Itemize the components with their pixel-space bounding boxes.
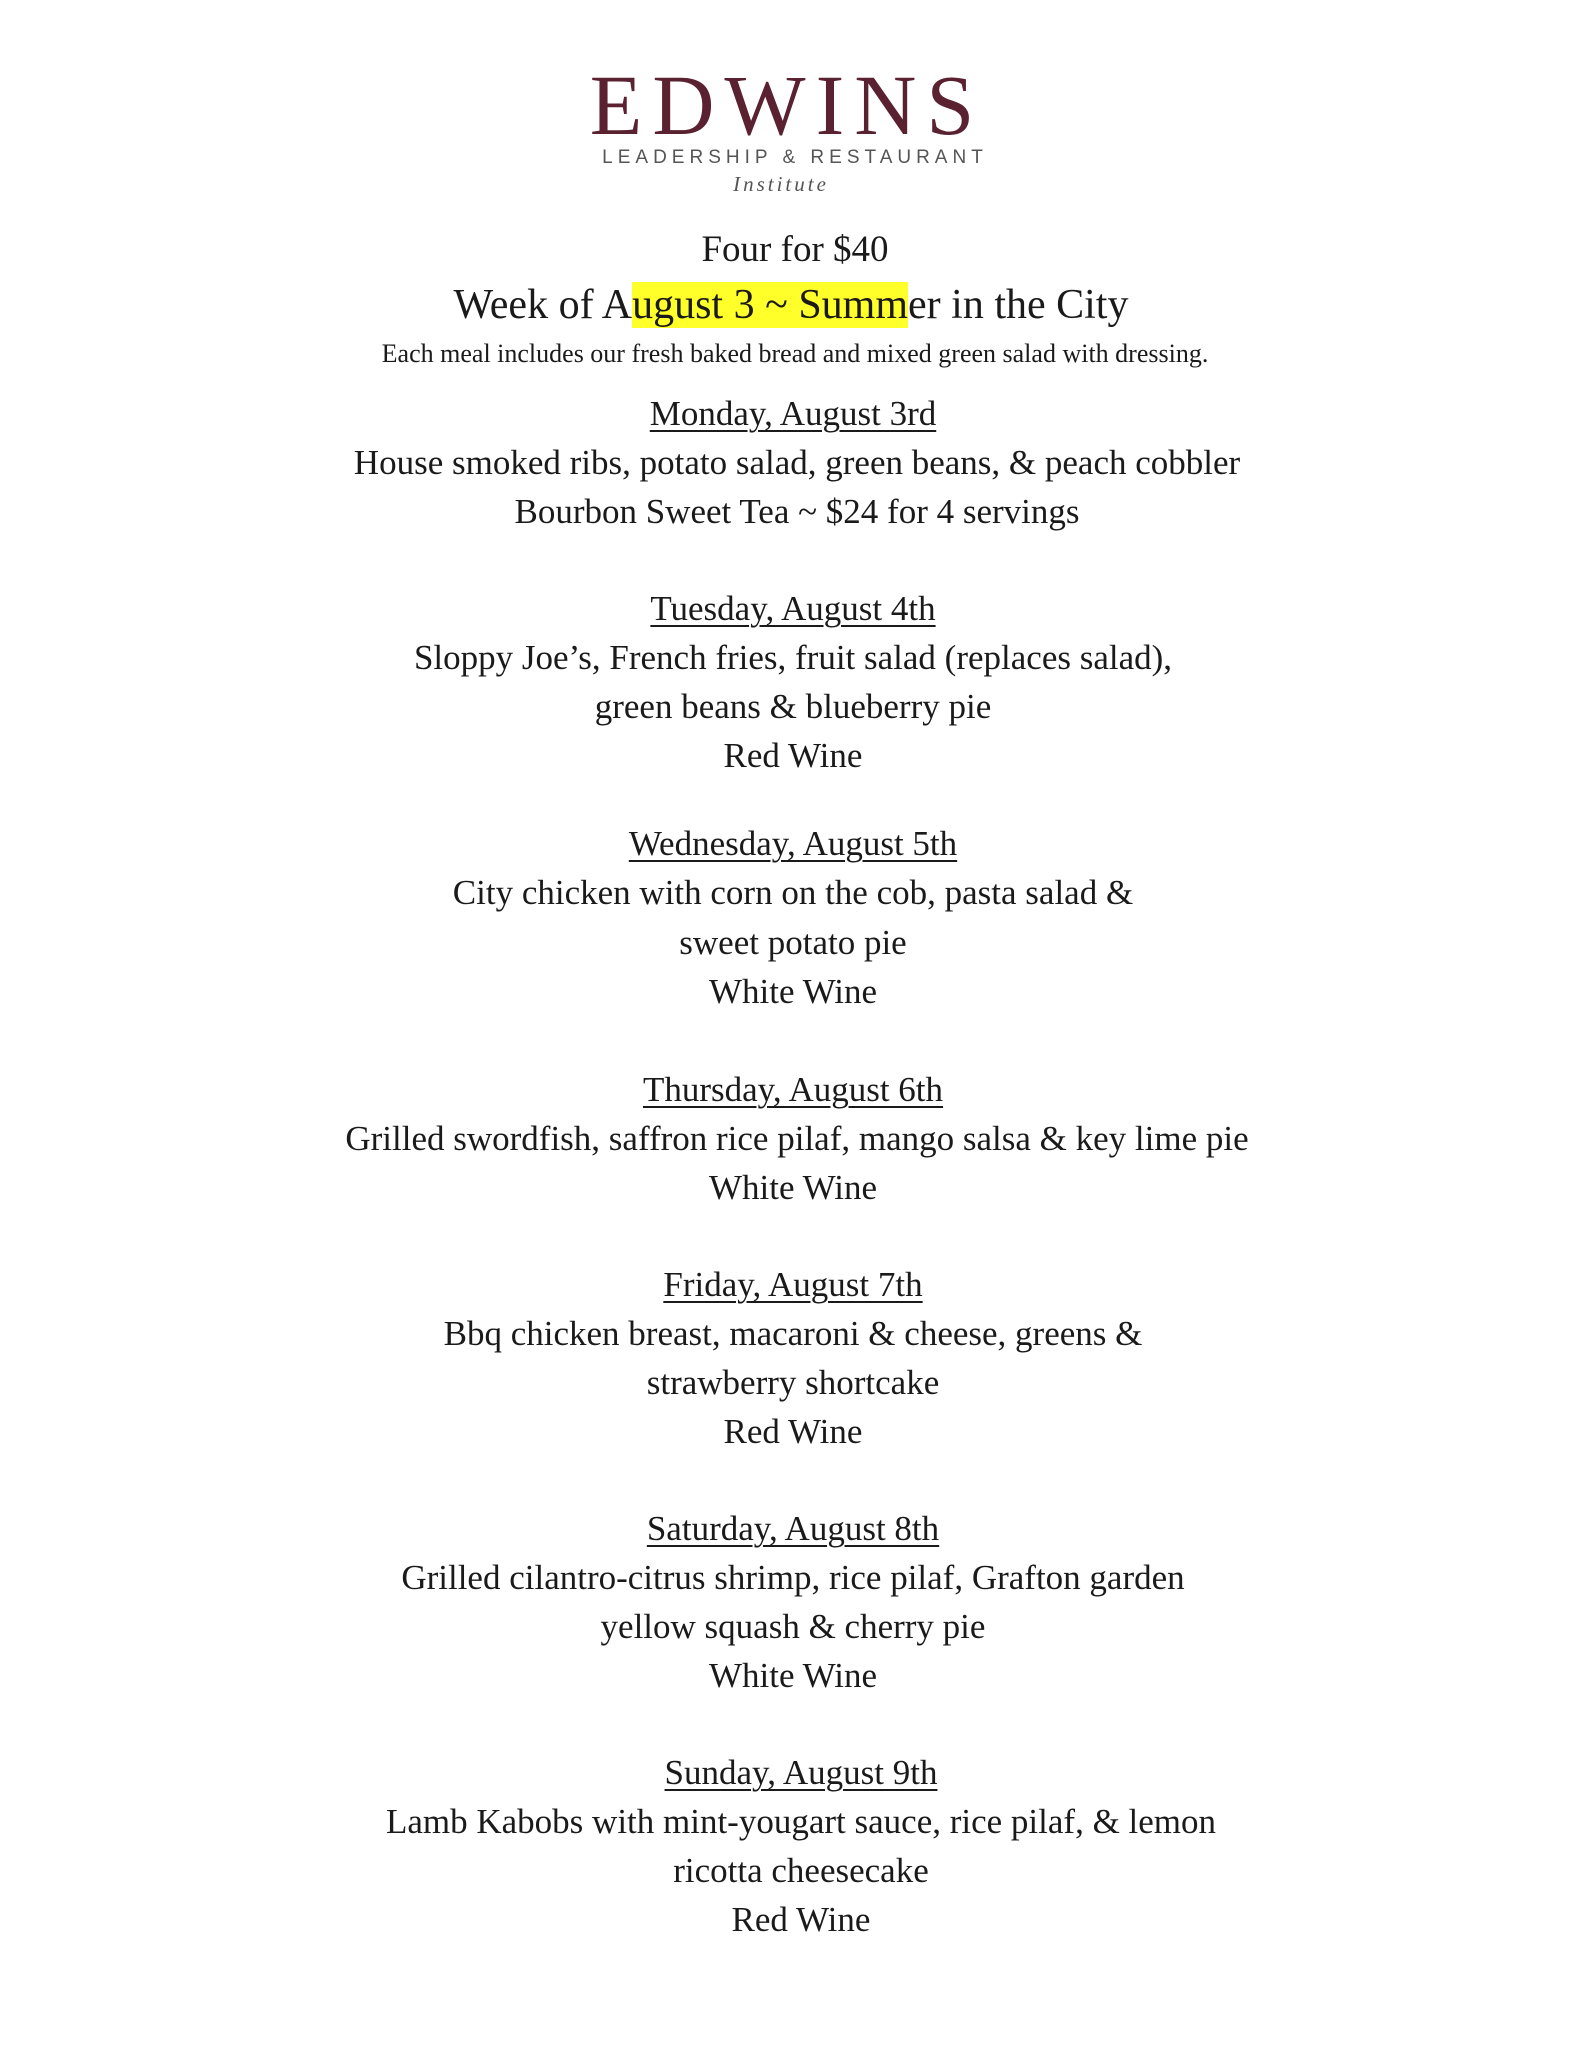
menu-line: ricotta cheesecake [673, 1851, 929, 1890]
menu-line: Grilled swordfish, saffron rice pilaf, mango salsa & key lime pie [345, 1119, 1249, 1158]
logo-institute: Institute [733, 172, 829, 196]
day-heading-friday: Friday, August 7th [663, 1265, 923, 1304]
week-prefix: Week of A [453, 282, 633, 328]
menu-line: White Wine [708, 1168, 878, 1207]
day-heading-saturday: Saturday, August 8th [646, 1509, 940, 1548]
menu-line: green beans & blueberry pie [594, 687, 992, 726]
menu-line: Red Wine [723, 736, 863, 775]
menu-line: Red Wine [731, 1900, 871, 1939]
menu-line: White Wine [708, 972, 878, 1011]
logo-tagline: LEADERSHIP & RESTAURANT [602, 147, 988, 168]
menu-line: White Wine [708, 1656, 878, 1695]
menu-line: City chicken with corn on the cob, pasta salad & [452, 873, 1134, 912]
week-title [0, 280, 1582, 330]
day-heading-sunday: Sunday, August 9th [664, 1753, 938, 1792]
menu-line: Bourbon Sweet Tea ~ $24 for 4 servings [514, 492, 1080, 531]
offer-title: Four for $40 [701, 229, 889, 270]
includes-note: Each meal includes our fresh baked bread and mixed green salad with dressing. [381, 339, 1209, 368]
menu-line: strawberry shortcake [646, 1363, 940, 1402]
menu-line: Lamb Kabobs with mint-yougart sauce, rice pilaf, & lemon [385, 1802, 1217, 1841]
day-heading-thursday: Thursday, August 6th [642, 1070, 944, 1109]
week-suffix: er in the City [908, 282, 1129, 328]
menu-line: sweet potato pie [679, 923, 907, 962]
day-heading-tuesday: Tuesday, August 4th [650, 589, 936, 628]
day-heading-monday: Monday, August 3rd [649, 394, 937, 433]
menu-line: Grilled cilantro-citrus shrimp, rice pilaf, Grafton garden [401, 1558, 1185, 1597]
menu-line: Sloppy Joe’s, French fries, fruit salad (replaces salad), [413, 638, 1173, 677]
week-highlight: ugust 3 ~ Summ [632, 282, 909, 328]
menu-line: yellow squash & cherry pie [600, 1607, 986, 1646]
logo-name: EDWINS [589, 57, 985, 153]
day-heading-wednesday: Wednesday, August 5th [628, 824, 958, 863]
menu-line: House smoked ribs, potato salad, green beans, & peach cobbler [353, 443, 1241, 482]
menu-line: Red Wine [723, 1412, 863, 1451]
menu-line: Bbq chicken breast, macaroni & cheese, greens & [443, 1314, 1143, 1353]
